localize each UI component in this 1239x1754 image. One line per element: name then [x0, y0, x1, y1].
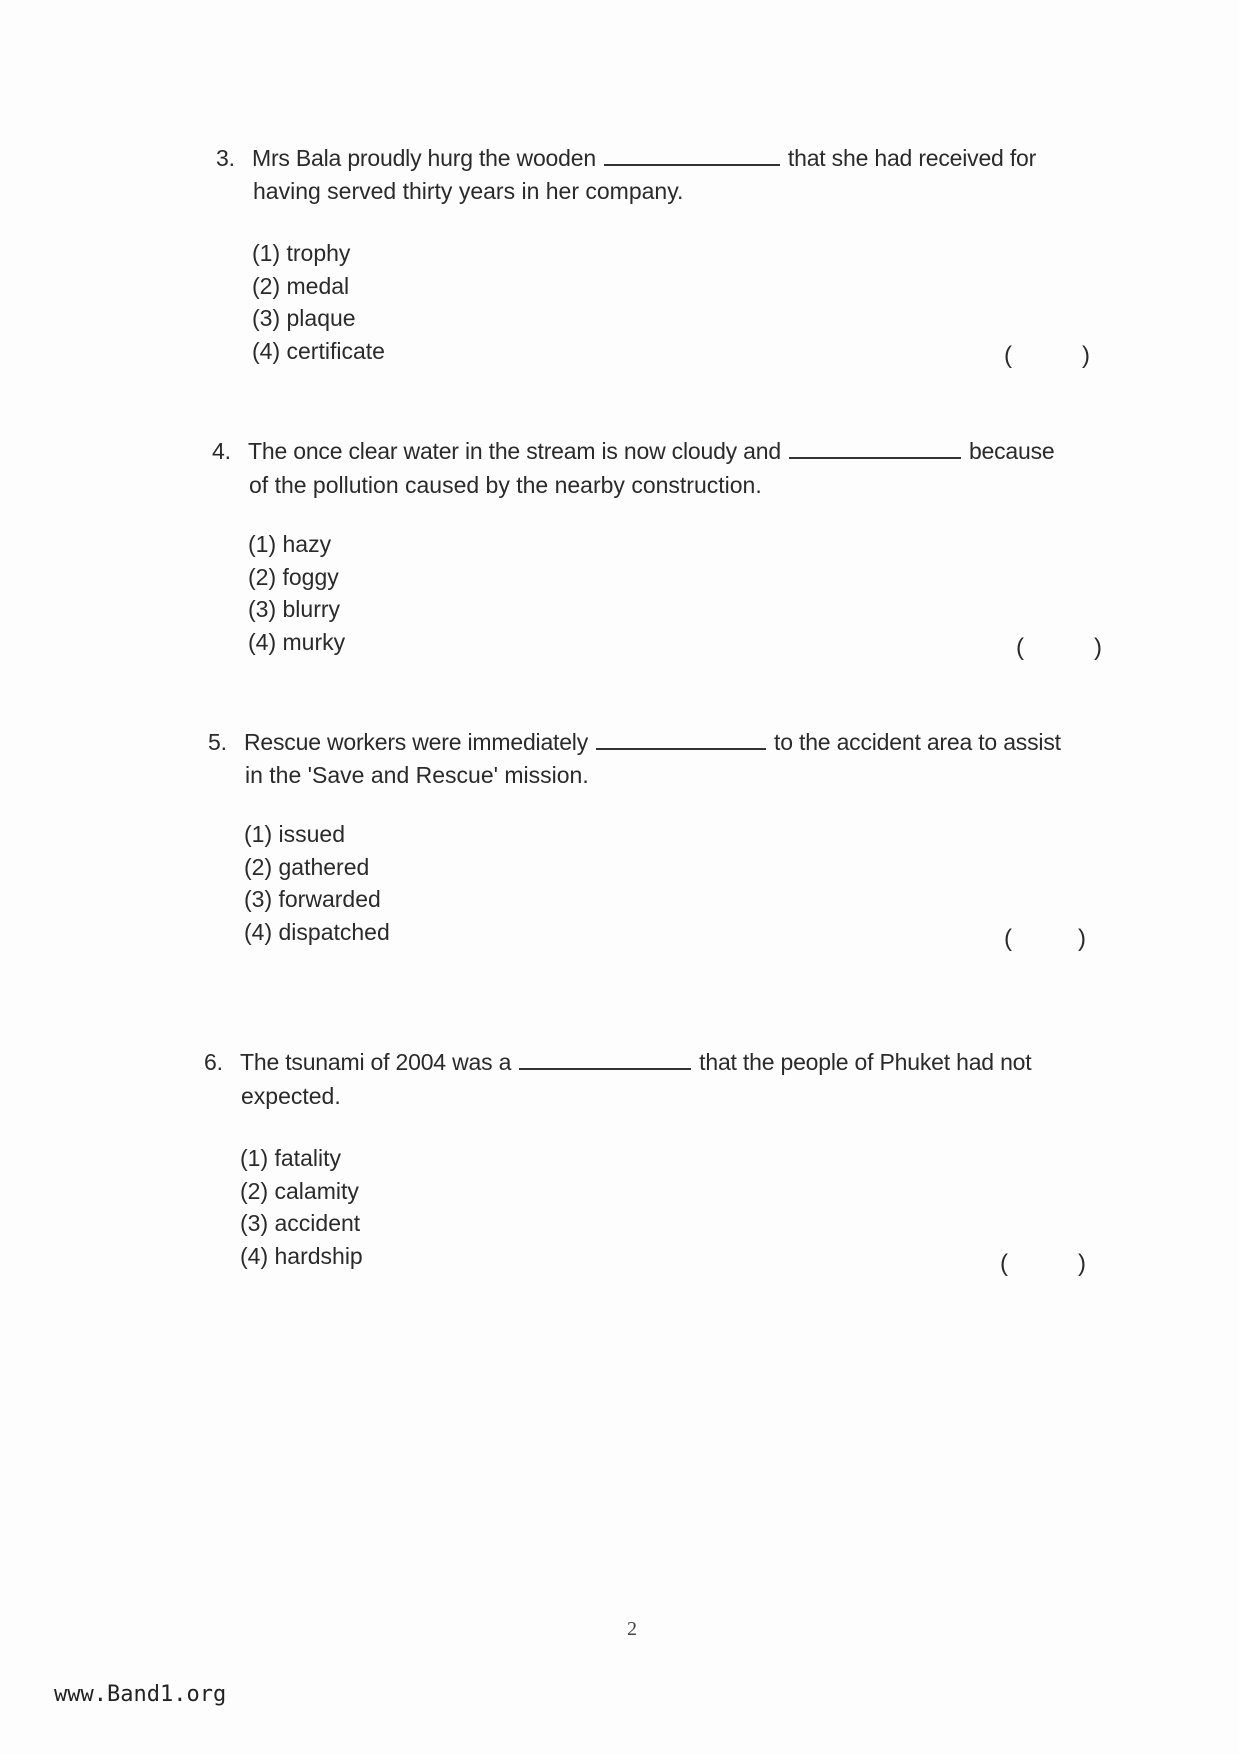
stem-text-after: because — [968, 438, 1055, 464]
option-2: (2) medal — [252, 272, 350, 299]
stem-continuation: in the 'Save and Rescue' mission. — [245, 762, 589, 788]
option-1: (1) fatality — [240, 1145, 341, 1171]
answer-box[interactable] — [1004, 925, 1086, 953]
answer-open-paren: ( — [1004, 342, 1012, 369]
options-list — [240, 1142, 363, 1272]
option-2: (2) calamity — [240, 1177, 359, 1204]
stem-text-before: The once clear water in the stream is now cloudy and — [248, 438, 781, 464]
option-2: (2) gathered — [244, 853, 370, 880]
answer-open-paren: ( — [1016, 634, 1024, 661]
stem-text-before: The tsunami of 2004 was a — [240, 1049, 512, 1075]
options-list — [252, 237, 385, 367]
option-1: (1) trophy — [252, 240, 351, 266]
answer-box[interactable] — [1004, 342, 1090, 370]
option-1: (1) issued — [244, 821, 345, 847]
option-4: (4) dispatched — [244, 918, 390, 945]
option-2: (2) foggy — [248, 563, 339, 590]
answer-box[interactable] — [1000, 1250, 1086, 1278]
option-4: (4) hardship — [240, 1242, 363, 1269]
options-list — [244, 818, 390, 948]
stem-text-after: that the people of Phuket had not — [699, 1049, 1032, 1075]
question-stem — [212, 435, 1055, 467]
stem-text-after: to the accident area to assist — [774, 729, 1061, 755]
page-number: 2 — [627, 1618, 637, 1640]
answer-close-paren: ) — [1094, 634, 1102, 661]
question-stem — [204, 1046, 1031, 1078]
footer-watermark: www.Band1.org — [54, 1682, 227, 1707]
stem-text-before: Rescue workers were immediately — [244, 729, 589, 755]
stem-continuation: having served thirty years in her company. — [253, 178, 684, 204]
option-3: (3) plaque — [252, 305, 356, 331]
answer-close-paren: ) — [1078, 1250, 1086, 1277]
stem-text-after: that she had received for — [787, 145, 1037, 171]
answer-open-paren: ( — [1004, 925, 1012, 952]
stem-continuation: of the pollution caused by the nearby construction. — [249, 472, 762, 498]
question-number: 4. — [212, 438, 231, 464]
answer-blank — [596, 747, 766, 750]
option-4: (4) murky — [248, 628, 346, 655]
question-stem — [216, 142, 1036, 174]
answer-blank — [519, 1067, 691, 1070]
answer-blank — [604, 163, 780, 166]
answer-box[interactable] — [1016, 634, 1102, 662]
question-number: 5. — [208, 729, 227, 755]
option-3: (3) accident — [240, 1210, 361, 1236]
stem-text-before: Mrs Bala proudly hurg the wooden — [252, 145, 596, 171]
answer-close-paren: ) — [1082, 342, 1090, 369]
question-stem — [208, 726, 1061, 758]
option-4: (4) certificate — [252, 337, 385, 364]
stem-continuation: expected. — [241, 1083, 341, 1109]
answer-open-paren: ( — [1000, 1250, 1008, 1277]
options-list — [248, 528, 345, 658]
option-1: (1) hazy — [248, 531, 332, 557]
option-3: (3) forwarded — [244, 886, 381, 912]
answer-blank — [789, 456, 961, 459]
option-3: (3) blurry — [248, 596, 341, 622]
question-number: 3. — [216, 145, 235, 171]
answer-close-paren: ) — [1078, 925, 1086, 952]
question-number: 6. — [204, 1049, 223, 1075]
